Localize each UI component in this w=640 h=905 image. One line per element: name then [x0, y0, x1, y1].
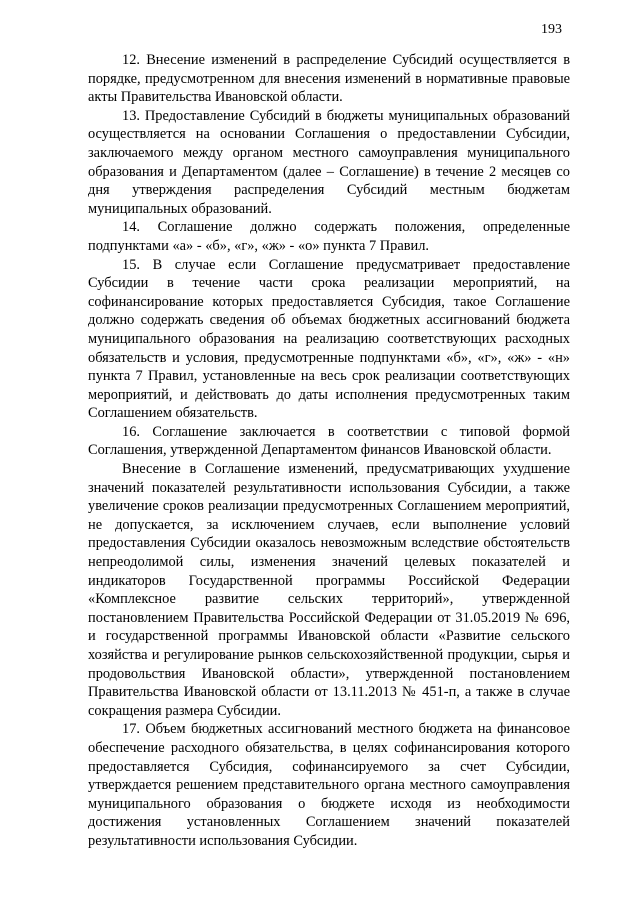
- paragraph-16: 16. Соглашение заключается в соответствии с типовой формой Соглашения, утвержденной Департаментом финансов Ивановской области.: [88, 423, 570, 459]
- document-body: [88, 51, 570, 851]
- page-number: 193: [541, 22, 562, 37]
- paragraph-16-amendments: Внесение в Соглашение изменений, предусматривающих ухудшение значений показателей результативности использования Субсидии, а также увеличение сроков реализации предусмотренных Соглашением мероприятий, не допускается, за исключением случаев, если выполнение условий предоставления Субсидии оказалось невозможным вследствие обстоятельств непреодолимой силы, изменения значений целевых показателей и индикаторов Государственной программы Российской Федерации «Комплексное развитие сельских территорий», утвержденной постановлением Правительства Российской Федерации от 31.05.2019 № 696, и государственной программы Ивановской области «Развитие сельского хозяйства и регулирование рынков сельскохозяйственной продукции, сырья и продовольствия Ивановской области», утвержденной постановлением Правительства Ивановской области от 13.11.2013 № 451-п, а также в случае сокращения размера Субсидии.: [88, 461, 570, 719]
- paragraph-12: 12. Внесение изменений в распределение Субсидий осуществляется в порядке, предусмотренном для внесения изменений в нормативные правовые акты Правительства Ивановской области.: [88, 52, 570, 106]
- paragraph-13: 13. Предоставление Субсидий в бюджеты муниципальных образований осуществляется на основании Соглашения о предоставлении Субсидии, заключаемого между органом местного самоуправления муниципального образования и Департаментом (далее – Соглашение) в течение 2 месяцев со дня утверждения распределения Субсидий местным бюджетам муниципальных образований.: [88, 107, 570, 217]
- paragraph-14: 14. Соглашение должно содержать положения, определенные подпунктами «а» - «б», «г», «ж» - «о» пункта 7 Правил.: [88, 219, 570, 254]
- paragraph-15: 15. В случае если Соглашение предусматривает предоставление Субсидии в течение части срока реализации мероприятий, на софинансирование которых предоставляется Субсидия, такое Соглашение должно содержать сведения об объемах бюджетных ассигнований бюджета муниципального образования на реализацию соответствующих расходных обязательств и условия, предусмотренные подпунктами «б», «г», «ж» - «н» пункта 7 Правил, установленные на весь срок реализации соответствующих мероприятий, и действовать до даты исполнения предусмотренных таким Соглашением обязательств.: [88, 256, 570, 422]
- paragraph-17: 17. Объем бюджетных ассигнований местного бюджета на финансовое обеспечение расходного обязательства, в целях софинансирования которого предоставляется Субсидия, софинансируемого за счет Субсидии, утверждается решением представительного органа местного самоуправления муниципального образования о бюджете исходя из необходимости достижения установленных Соглашением значений показателей результативности использования Субсидии.: [88, 721, 570, 849]
